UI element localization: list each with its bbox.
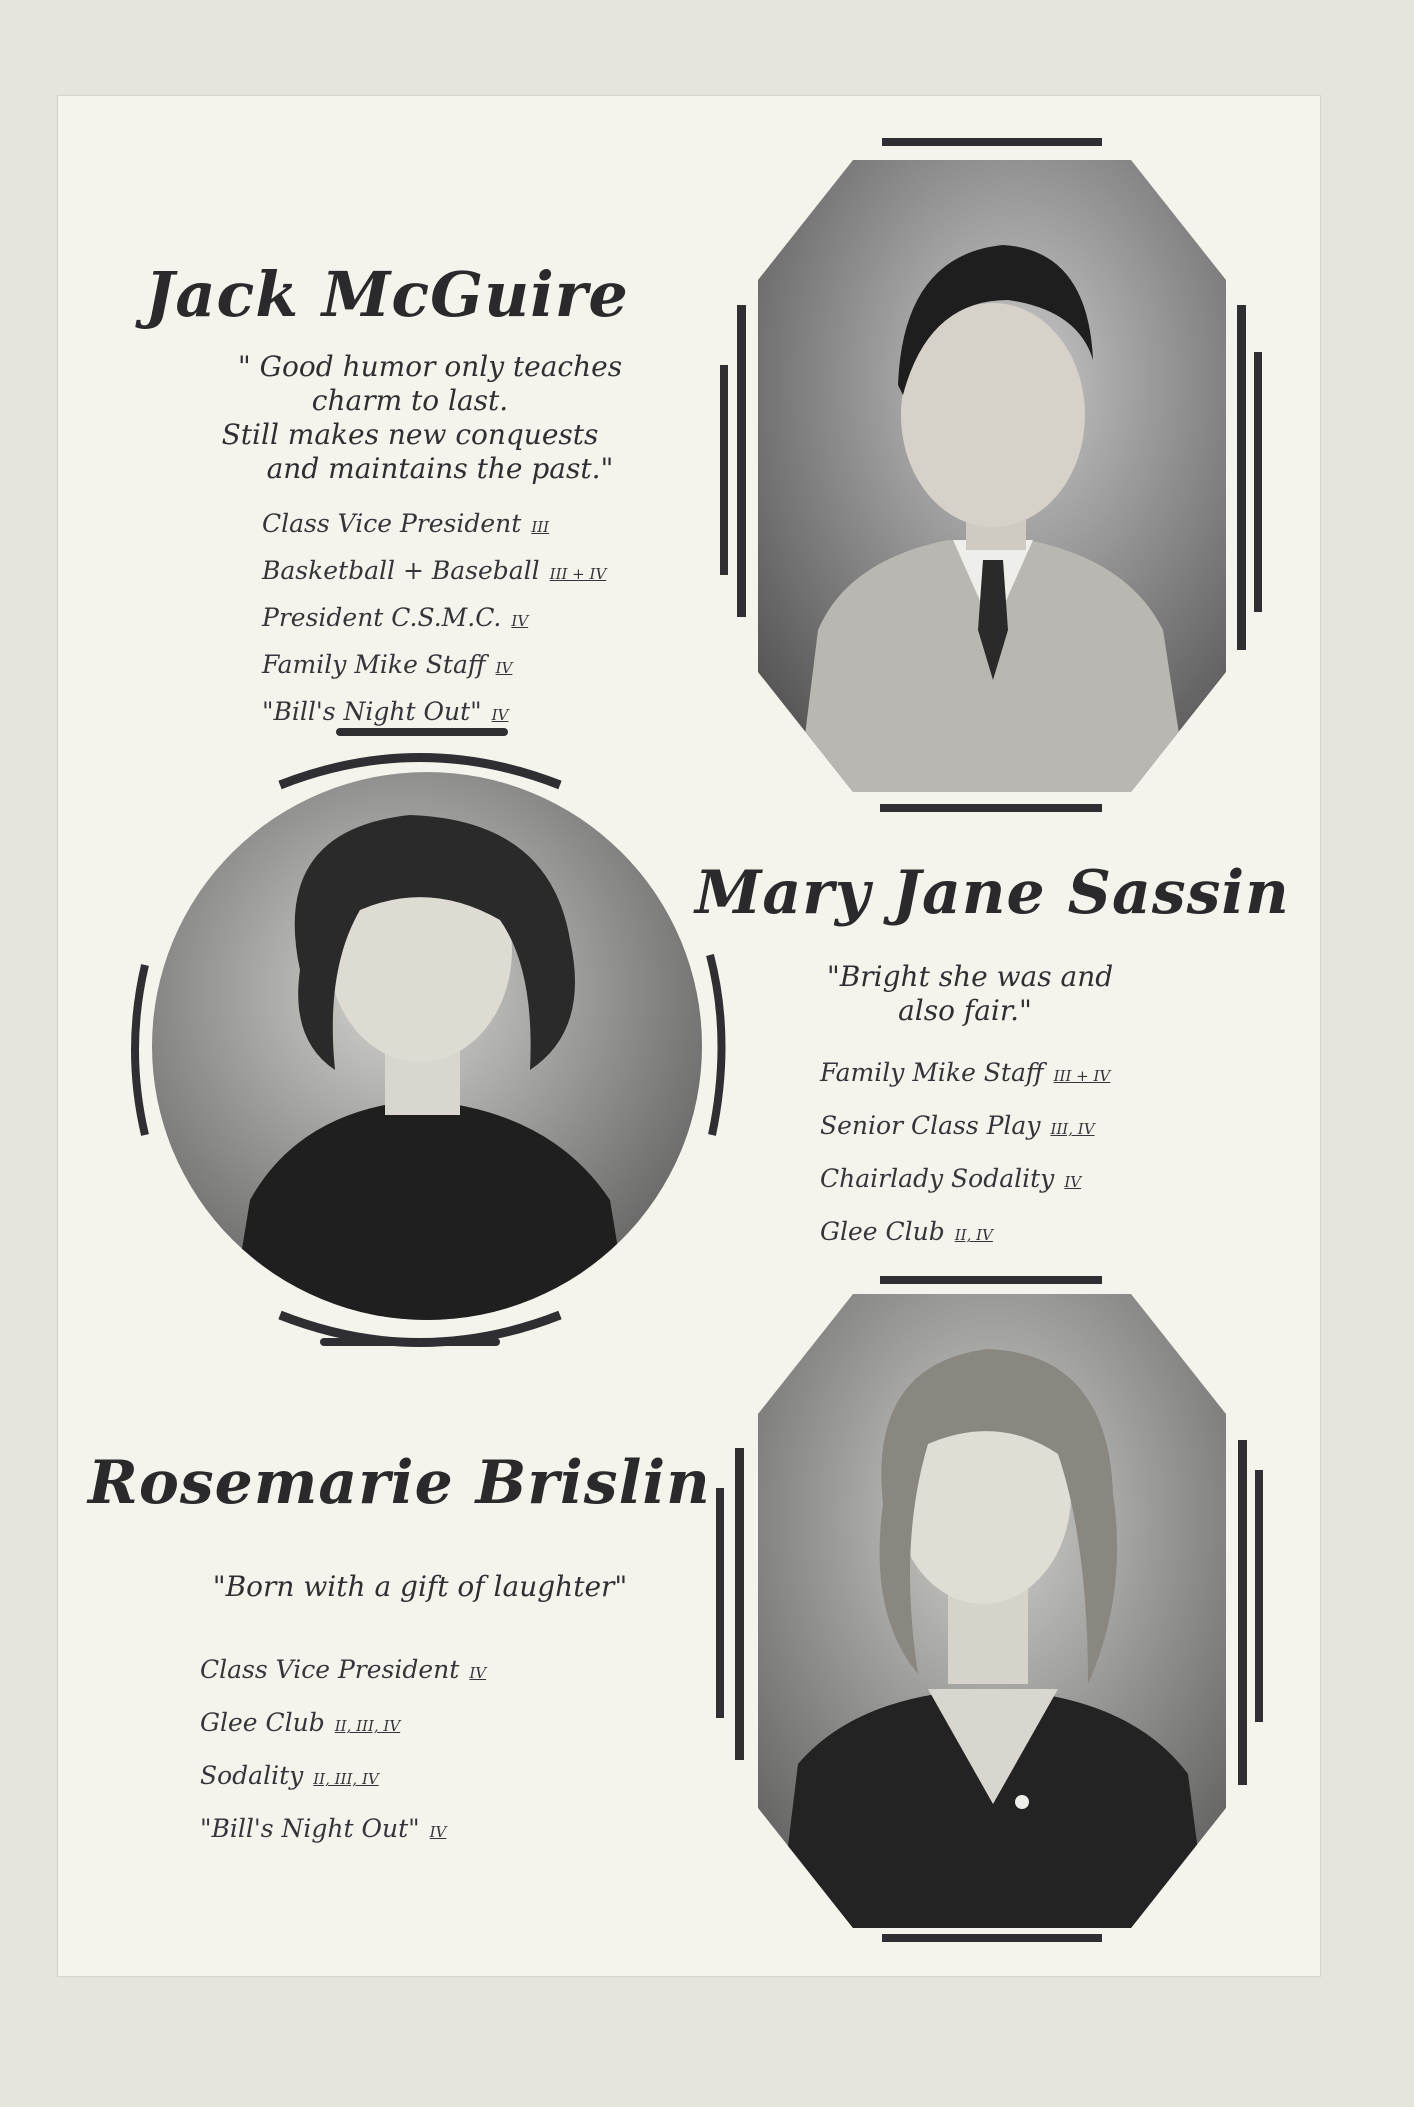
senior-name: Rosemarie Brislin — [88, 1448, 711, 1518]
frame-bar — [880, 804, 1102, 812]
frame-bar — [735, 1448, 744, 1760]
activity-item: "Bill's Night Out" IV — [262, 697, 509, 726]
portrait-photo-mary-jane — [150, 770, 705, 1322]
frame-bar — [882, 1934, 1102, 1942]
activity-item: Family Mike Staff III + IV — [820, 1058, 1111, 1087]
activity-list — [200, 1645, 486, 1857]
frame-bar — [880, 1276, 1102, 1284]
activity-item: Class Vice President III — [262, 509, 550, 538]
activity-item: Glee Club II, IV — [820, 1217, 993, 1246]
frame-bar — [737, 305, 746, 617]
senior-name: Mary Jane Sassin — [695, 858, 1290, 928]
activity-list — [820, 1048, 1110, 1260]
activity-item: "Bill's Night Out" IV — [200, 1814, 447, 1843]
frame-bar — [336, 728, 508, 736]
activity-item: Sodality II, III, IV — [200, 1761, 379, 1790]
frame-bar — [716, 1488, 724, 1718]
frame-bar — [1237, 305, 1246, 650]
activity-item: President C.S.M.C. IV — [262, 603, 529, 632]
frame-bar — [1238, 1440, 1247, 1785]
frame-bar — [882, 138, 1102, 146]
activity-list — [262, 502, 606, 737]
portrait-photo-jack — [758, 160, 1226, 792]
activity-item: Chairlady Sodality IV — [820, 1164, 1082, 1193]
frame-bar — [1255, 1470, 1263, 1722]
frame-bar — [720, 365, 728, 575]
senior-quote: "Born with a gift of laughter" — [212, 1570, 628, 1603]
activity-item: Class Vice President IV — [200, 1655, 487, 1684]
portrait-photo-rosemarie — [758, 1294, 1226, 1928]
senior-name: Jack McGuire — [145, 258, 629, 331]
activity-item: Family Mike Staff IV — [262, 650, 513, 679]
activity-item: Senior Class Play III, IV — [820, 1111, 1095, 1140]
activity-item: Basketball + Baseball III + IV — [262, 556, 607, 585]
activity-item: Glee Club II, III, IV — [200, 1708, 401, 1737]
senior-quote: "Bright she was and also fair." — [826, 960, 1114, 1027]
frame-bar — [1254, 352, 1262, 612]
senior-quote: " Good humor only teaches charm to last. Still makes new conquests and maintains the past." — [221, 350, 623, 485]
